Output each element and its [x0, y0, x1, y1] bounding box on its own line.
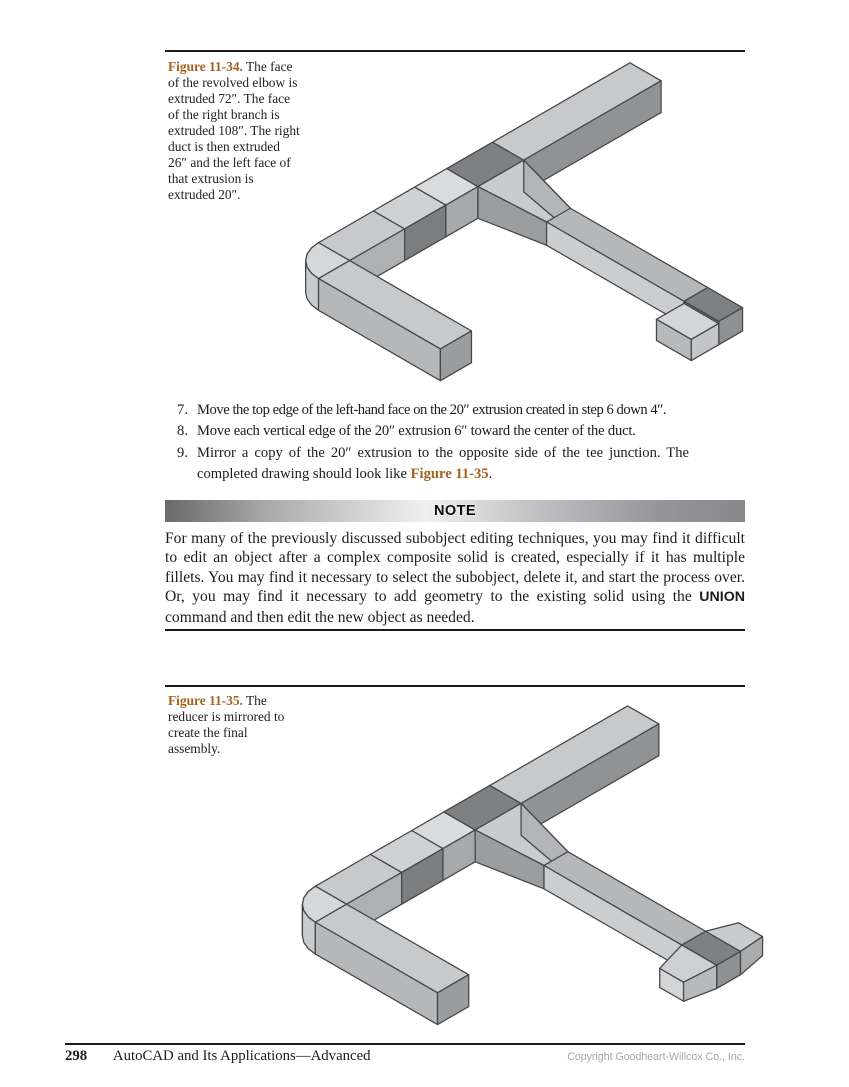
figure-11-34-caption-text: The face of the revolved elbow is extruded 72″. The face of the right branch is extruded 108″. The right duct is then extruded 26″ and the left face of that extrusion is extruded 20″.	[168, 59, 300, 202]
figure-11-34-label: Figure 11-34.	[168, 59, 243, 74]
note-text-post: command and then edit the new object as needed.	[165, 608, 475, 626]
step-9-number: 9.	[177, 444, 188, 461]
figure-11-35-caption-text: The reducer is mirrored to create the final assembly.	[168, 693, 285, 756]
step-7	[165, 400, 692, 421]
step-7-number: 7.	[177, 402, 188, 418]
footer-left	[65, 1048, 371, 1065]
figure-11-35-label: Figure 11-35.	[168, 693, 243, 708]
figure-11-34-caption	[168, 59, 302, 203]
book-title: AutoCAD and Its Applications—Advanced	[112, 1048, 371, 1064]
duct-assembly-illustration-fig35	[297, 700, 770, 1031]
copyright-notice: Copyright Goodheart-Willcox Co., Inc.	[567, 1051, 745, 1063]
figure-11-35-caption	[168, 693, 302, 757]
figure-11-35-reference: Figure 11-35	[410, 466, 489, 483]
footer-rule	[65, 1043, 745, 1045]
union-command-label: UNION	[699, 589, 745, 606]
step-9-text-pre: Mirror a copy of the 20″ extrusion to the opposite side of the tee junction. The completed drawing should look like	[197, 444, 689, 483]
step-9-text	[197, 443, 689, 486]
numbered-steps	[165, 400, 692, 486]
step-7-text: Move the top edge of the left-hand face on the 20″ extrusion created in step 6 down 4″.	[197, 402, 667, 418]
note-paragraph	[165, 529, 745, 627]
page-number: 298	[65, 1048, 88, 1064]
note-bottom-rule	[165, 629, 745, 631]
step-9	[165, 443, 692, 486]
step-8	[165, 421, 692, 442]
duct-assembly-illustration-fig34	[300, 57, 750, 387]
note-banner-title: NOTE	[434, 503, 476, 519]
step-8-text: Move each vertical edge of the 20″ extrusion 6″ toward the center of the duct.	[197, 423, 636, 440]
figure-top-rule	[165, 50, 745, 52]
figure-35-top-rule	[165, 685, 745, 687]
note-banner	[165, 500, 745, 522]
note-text-pre: For many of the previously discussed subobject editing techniques, you may find it difficult to edit an object after a complex composite solid is created, especially if it has multiple fillets. You may find it necessary to select the subobject, delete it, and start the process over. Or, you may find it necessary to add geometry to the existing solid using the	[165, 530, 745, 606]
step-9-text-post: .	[488, 466, 493, 483]
step-8-number: 8.	[177, 423, 188, 440]
